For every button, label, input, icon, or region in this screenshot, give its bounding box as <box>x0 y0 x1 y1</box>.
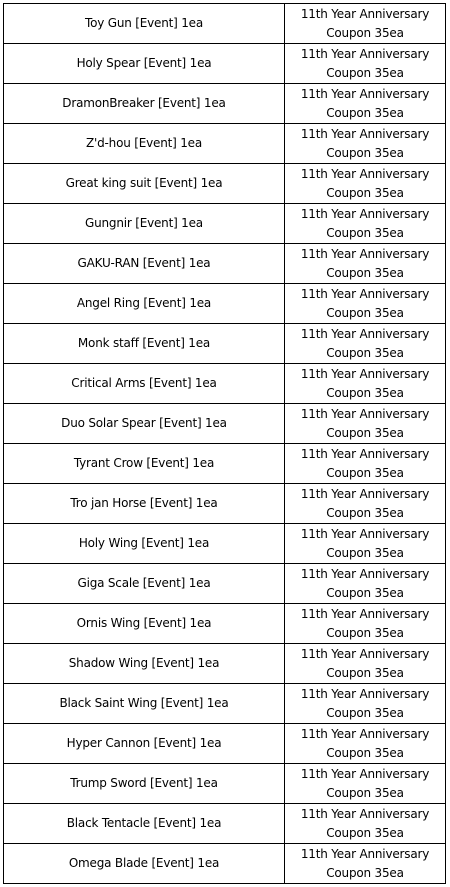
reward-cell <box>285 564 446 604</box>
reward-event-name: 11th Year Anniversary <box>300 366 430 381</box>
reward-quantity: Coupon 35ea <box>326 25 404 40</box>
table-row <box>4 764 446 804</box>
reward-event-name: 11th Year Anniversary <box>300 446 430 461</box>
table-row <box>4 724 446 764</box>
reward-quantity: Coupon 35ea <box>326 265 404 280</box>
reward-event-name: 11th Year Anniversary <box>300 726 430 741</box>
table-row <box>4 164 446 204</box>
reward-quantity: Coupon 35ea <box>326 665 404 680</box>
reward-cell <box>285 484 446 524</box>
reward-event-name: 11th Year Anniversary <box>300 166 430 181</box>
reward-cell <box>285 804 446 844</box>
reward-cell <box>285 284 446 324</box>
item-name-cell: Z'd-hou [Event] 1ea <box>4 124 285 164</box>
item-name-cell: Tyrant Crow [Event] 1ea <box>4 444 285 484</box>
reward-event-name: 11th Year Anniversary <box>300 6 430 21</box>
reward-cell <box>285 204 446 244</box>
table-row <box>4 564 446 604</box>
table-row <box>4 84 446 124</box>
reward-quantity: Coupon 35ea <box>326 505 404 520</box>
item-name-cell: Angel Ring [Event] 1ea <box>4 284 285 324</box>
table-row <box>4 604 446 644</box>
reward-event-name: 11th Year Anniversary <box>300 286 430 301</box>
reward-quantity: Coupon 35ea <box>326 345 404 360</box>
reward-quantity: Coupon 35ea <box>326 305 404 320</box>
item-name-cell: Duo Solar Spear [Event] 1ea <box>4 404 285 444</box>
reward-cell <box>285 684 446 724</box>
reward-cell <box>285 324 446 364</box>
item-name-cell: Giga Scale [Event] 1ea <box>4 564 285 604</box>
table-row <box>4 404 446 444</box>
table-row <box>4 204 446 244</box>
reward-quantity: Coupon 35ea <box>326 865 404 880</box>
reward-event-name: 11th Year Anniversary <box>300 206 430 221</box>
reward-cell <box>285 364 446 404</box>
reward-cell <box>285 524 446 564</box>
table-row <box>4 4 446 44</box>
reward-cell <box>285 4 446 44</box>
table-row <box>4 804 446 844</box>
reward-event-name: 11th Year Anniversary <box>300 326 430 341</box>
reward-quantity: Coupon 35ea <box>326 625 404 640</box>
table-row <box>4 324 446 364</box>
reward-event-name: 11th Year Anniversary <box>300 46 430 61</box>
item-name-cell: Omega Blade [Event] 1ea <box>4 844 285 884</box>
reward-event-name: 11th Year Anniversary <box>300 766 430 781</box>
reward-cell <box>285 44 446 84</box>
table-row <box>4 284 446 324</box>
reward-cell <box>285 124 446 164</box>
reward-quantity: Coupon 35ea <box>326 185 404 200</box>
table-row <box>4 684 446 724</box>
item-name-cell: Ornis Wing [Event] 1ea <box>4 604 285 644</box>
reward-quantity: Coupon 35ea <box>326 465 404 480</box>
item-name-cell: Shadow Wing [Event] 1ea <box>4 644 285 684</box>
reward-quantity: Coupon 35ea <box>326 145 404 160</box>
reward-event-name: 11th Year Anniversary <box>300 86 430 101</box>
reward-cell <box>285 164 446 204</box>
table-row <box>4 364 446 404</box>
reward-event-name: 11th Year Anniversary <box>300 406 430 421</box>
table-row <box>4 524 446 564</box>
item-name-cell: Holy Wing [Event] 1ea <box>4 524 285 564</box>
item-name-cell: Black Tentacle [Event] 1ea <box>4 804 285 844</box>
item-name-cell: DramonBreaker [Event] 1ea <box>4 84 285 124</box>
reward-cell <box>285 444 446 484</box>
reward-quantity: Coupon 35ea <box>326 65 404 80</box>
reward-quantity: Coupon 35ea <box>326 545 404 560</box>
reward-quantity: Coupon 35ea <box>326 705 404 720</box>
item-name-cell: Black Saint Wing [Event] 1ea <box>4 684 285 724</box>
item-name-cell: Hyper Cannon [Event] 1ea <box>4 724 285 764</box>
reward-cell <box>285 844 446 884</box>
reward-event-name: 11th Year Anniversary <box>300 806 430 821</box>
item-name-cell: Holy Spear [Event] 1ea <box>4 44 285 84</box>
reward-cell <box>285 644 446 684</box>
exchange-table-body <box>4 4 446 884</box>
reward-event-name: 11th Year Anniversary <box>300 846 430 861</box>
item-name-cell: GAKU-RAN [Event] 1ea <box>4 244 285 284</box>
item-name-cell: Tro jan Horse [Event] 1ea <box>4 484 285 524</box>
table-row <box>4 844 446 884</box>
reward-cell <box>285 404 446 444</box>
reward-event-name: 11th Year Anniversary <box>300 606 430 621</box>
table-row <box>4 484 446 524</box>
table-row <box>4 644 446 684</box>
item-name-cell: Great king suit [Event] 1ea <box>4 164 285 204</box>
reward-quantity: Coupon 35ea <box>326 425 404 440</box>
reward-cell <box>285 244 446 284</box>
reward-event-name: 11th Year Anniversary <box>300 126 430 141</box>
exchange-table <box>3 3 446 884</box>
reward-event-name: 11th Year Anniversary <box>300 646 430 661</box>
table-row <box>4 444 446 484</box>
item-name-cell: Toy Gun [Event] 1ea <box>4 4 285 44</box>
reward-cell <box>285 604 446 644</box>
reward-quantity: Coupon 35ea <box>326 745 404 760</box>
item-name-cell: Critical Arms [Event] 1ea <box>4 364 285 404</box>
item-name-cell: Gungnir [Event] 1ea <box>4 204 285 244</box>
reward-cell <box>285 764 446 804</box>
reward-cell <box>285 724 446 764</box>
reward-event-name: 11th Year Anniversary <box>300 686 430 701</box>
table-row <box>4 44 446 84</box>
reward-event-name: 11th Year Anniversary <box>300 486 430 501</box>
reward-event-name: 11th Year Anniversary <box>300 566 430 581</box>
reward-event-name: 11th Year Anniversary <box>300 246 430 261</box>
reward-cell <box>285 84 446 124</box>
reward-quantity: Coupon 35ea <box>326 385 404 400</box>
item-name-cell: Trump Sword [Event] 1ea <box>4 764 285 804</box>
reward-quantity: Coupon 35ea <box>326 585 404 600</box>
table-row <box>4 124 446 164</box>
reward-quantity: Coupon 35ea <box>326 785 404 800</box>
reward-event-name: 11th Year Anniversary <box>300 526 430 541</box>
reward-quantity: Coupon 35ea <box>326 825 404 840</box>
reward-quantity: Coupon 35ea <box>326 105 404 120</box>
table-row <box>4 244 446 284</box>
reward-quantity: Coupon 35ea <box>326 225 404 240</box>
item-name-cell: Monk staff [Event] 1ea <box>4 324 285 364</box>
